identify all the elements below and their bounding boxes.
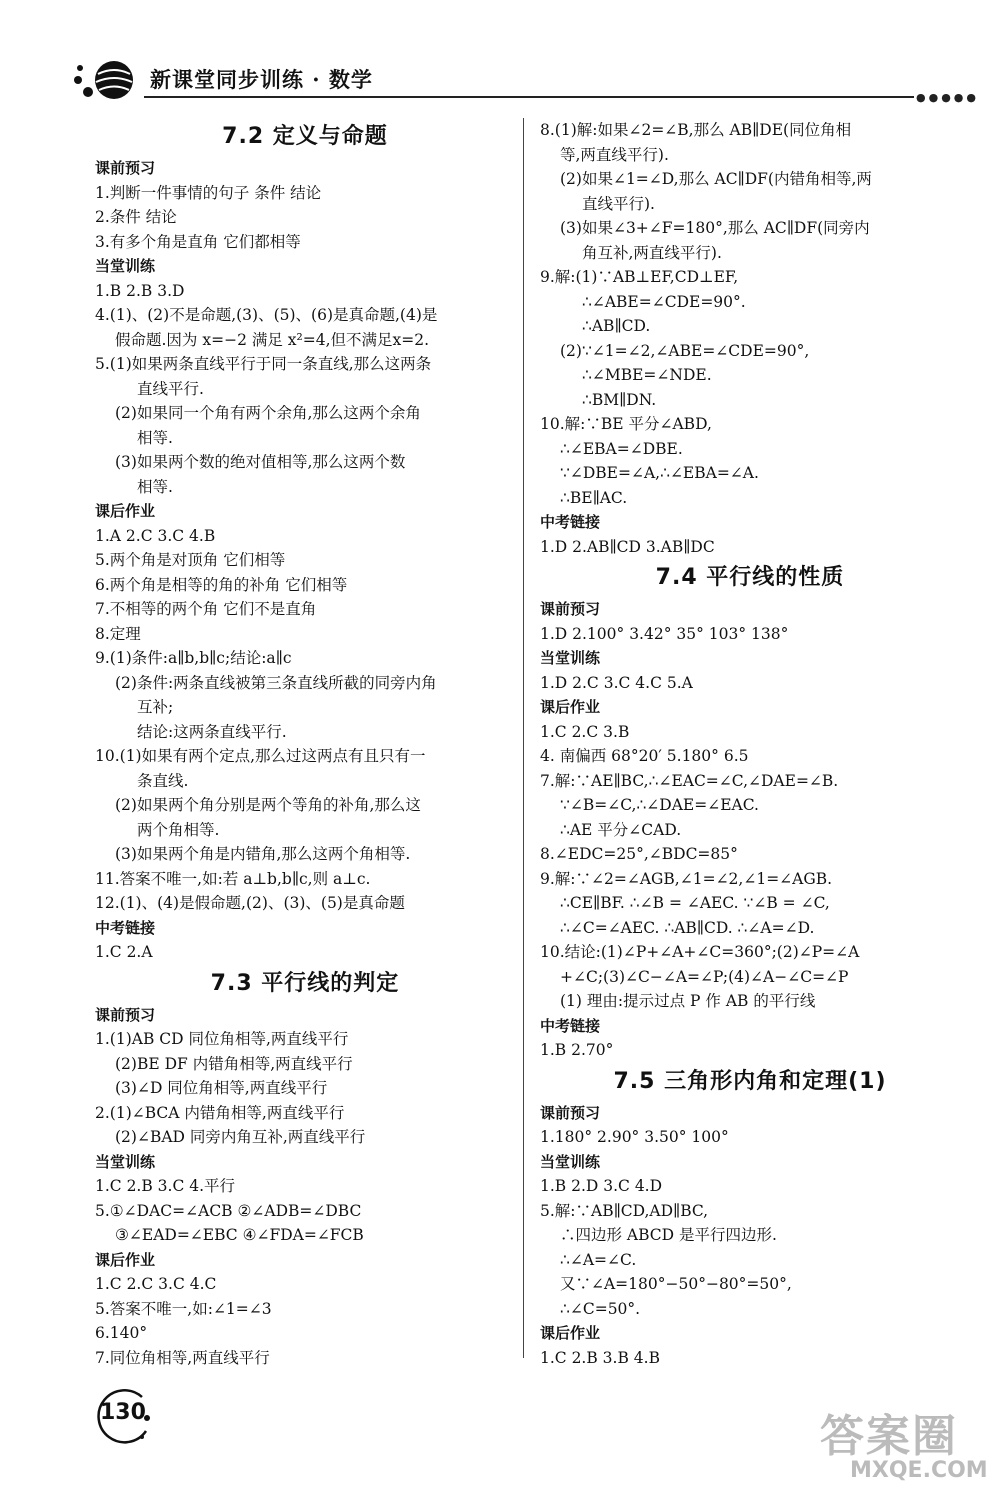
answer-line: 条直线.	[137, 771, 189, 790]
answer-line: 1.180° 2.90° 3.50° 100°	[540, 1128, 729, 1146]
answer-line: 5.(1)如果两条直线平行于同一条直线,那么这两条	[95, 355, 432, 373]
answer-line: ∴∠EBA=∠DBE.	[560, 439, 683, 458]
answer-line: 10.解:∵BE 平分∠ABD,	[540, 415, 712, 433]
watermark-url: MXQE.COM	[850, 1458, 988, 1483]
answer-line: ∴BM∥DN.	[582, 390, 657, 409]
answer-line: 8.∠EDC=25°,∠BDC=85°	[540, 845, 738, 863]
answer-line: (3)如果∠3+∠F=180°,那么 AC∥DF(同旁内	[560, 219, 870, 237]
answer-line: 1.D 2.100° 3.42° 35° 103° 138°	[540, 624, 789, 643]
section-title: 7.4 平行线的性质	[655, 565, 845, 590]
answer-line: 等,两直线平行).	[560, 145, 669, 164]
answer-line: 1.D 2.C 3.C 4.C 5.A	[540, 673, 693, 692]
answer-line: ∵∠B=∠C,∴∠DAE=∠EAC.	[560, 796, 759, 814]
header-rule	[144, 96, 914, 98]
subsection-heading: 课后作业	[95, 502, 156, 520]
page-number: 130	[100, 1400, 146, 1425]
column-divider	[523, 118, 524, 1358]
answer-line: 10.(1)如果有两个定点,那么过这两点有且只有一	[95, 747, 426, 765]
answer-line: 8.定理	[95, 624, 141, 643]
answer-line: ③∠EAD=∠EBC ④∠FDA=∠FCB	[115, 1226, 364, 1244]
left-column	[95, 118, 515, 1370]
answer-line: 两个角相等.	[137, 820, 220, 839]
answer-line: ∵∠DBE=∠A,∴∠EBA=∠A.	[560, 464, 759, 482]
answer-line: ∴AE 平分∠CAD.	[560, 820, 682, 839]
subsection-heading: 中考链接	[540, 513, 601, 531]
answer-line: 1.C 2.C 3.B	[540, 722, 630, 741]
answer-line: ∴∠MBE=∠NDE.	[582, 366, 712, 384]
answer-line: ∴CE∥BF. ∴∠B = ∠AEC. ∵∠B = ∠C,	[560, 894, 830, 912]
answer-line: ∴∠A=∠C.	[560, 1250, 637, 1269]
answer-line: 直线平行).	[582, 194, 655, 213]
answer-line: 角互补,两直线平行).	[582, 243, 722, 262]
answer-line: 相等.	[137, 477, 173, 496]
subsection-heading: 当堂训练	[95, 1152, 156, 1171]
answer-line: 1.A 2.C 3.C 4.B	[95, 526, 216, 545]
answer-line: 9.解:(1)∵AB⊥EF,CD⊥EF,	[540, 268, 739, 286]
header-dots: ●●●●●	[916, 91, 979, 104]
answer-line: ∴AB∥CD.	[582, 317, 651, 335]
answer-line: (3)∠D 同位角相等,两直线平行	[115, 1079, 328, 1097]
answer-line: 5.两个角是对顶角 它们相等	[95, 551, 286, 569]
subsection-heading: 中考链接	[540, 1016, 601, 1035]
answer-line: 6.140°	[95, 1324, 148, 1342]
answer-line: 1.B 2.B 3.D	[95, 281, 185, 300]
answer-line: 7.解:∵AE∥BC,∴∠EAC=∠C,∠DAE=∠B.	[540, 771, 839, 790]
answer-line: ∴BE∥AC.	[560, 488, 628, 507]
answer-line: 5.答案不唯一,如:∠1=∠3	[95, 1299, 272, 1318]
answer-line: (2)如果两个角分别是两个等角的补角,那么这	[115, 796, 421, 814]
answer-line: 1.B 2.D 3.C 4.D	[540, 1177, 663, 1195]
answer-line: 10.结论:(1)∠P+∠A+∠C=360°;(2)∠P=∠A	[540, 943, 860, 961]
answer-line: (3)如果两个角是内错角,那么这两个角相等.	[115, 845, 411, 863]
subsection-heading: 课后作业	[540, 698, 601, 716]
answer-line: 7.同位角相等,两直线平行	[95, 1348, 270, 1367]
answer-line: 4.(1)、(2)不是命题,(3)、(5)、(6)是真命题,(4)是	[95, 306, 438, 324]
answer-line: ∴∠C=∠AEC. ∴AB∥CD. ∴∠A=∠D.	[560, 918, 815, 937]
answer-line: 5.①∠DAC=∠ACB ②∠ADB=∠DBC	[95, 1201, 362, 1220]
subsection-heading: 课前预习	[95, 159, 156, 177]
answer-line: 3.有多个角是直角 它们都相等	[95, 232, 301, 251]
answer-line: 结论:这两条直线平行.	[137, 722, 287, 741]
section-title: 7.3 平行线的判定	[210, 970, 400, 996]
answer-line: 1.C 2.B 3.C 4.平行	[95, 1177, 236, 1195]
answer-line: 1.判断一件事情的句子 条件 结论	[95, 183, 322, 202]
answer-line: 5.解:∵AB∥CD,AD∥BC,	[540, 1201, 709, 1220]
subsection-heading: 当堂训练	[95, 257, 156, 275]
watermark	[820, 1400, 990, 1495]
answer-line: 互补;	[137, 698, 174, 716]
answer-line: 1.D 2.AB∥CD 3.AB∥DC	[540, 537, 715, 556]
answer-line: 7.不相等的两个角 它们不是直角	[95, 600, 317, 618]
answer-line: +∠C;(3)∠C−∠A=∠P;(4)∠A−∠C=∠P	[560, 967, 849, 986]
answer-line: 1.C 2.A	[95, 943, 153, 961]
answer-line: 9.解:∵∠2=∠AGB,∠1=∠2,∠1=∠AGB.	[540, 869, 833, 888]
answer-line: 9.(1)条件:a∥b,b∥c;结论:a∥c	[95, 649, 292, 667]
page-number-badge	[94, 1387, 152, 1445]
answer-line: 1.C 2.B 3.B 4.B	[540, 1348, 660, 1367]
subsection-heading: 课前预习	[540, 1103, 601, 1122]
subsection-heading: 课前预习	[540, 600, 601, 618]
answer-line: 11.答案不唯一,如:若 a⊥b,b∥c,则 a⊥c.	[95, 869, 371, 888]
answer-line: ∴∠ABE=∠CDE=90°.	[582, 292, 746, 311]
answer-line: 4. 南偏西 68°20′ 5.180° 6.5	[540, 747, 749, 765]
answer-line: 8.(1)解:如果∠2=∠B,那么 AB∥DE(同位角相	[540, 121, 852, 139]
subsection-heading: 中考链接	[95, 918, 156, 937]
answer-line: (2)∵∠1=∠2,∠ABE=∠CDE=90°,	[560, 341, 810, 360]
answer-line: (3)如果两个数的绝对值相等,那么这两个数	[115, 453, 406, 471]
subsection-heading: 课后作业	[95, 1250, 156, 1269]
subsection-heading: 当堂训练	[540, 649, 601, 667]
right-column	[540, 118, 960, 1370]
answer-line: ∴四边形 ABCD 是平行四边形.	[560, 1226, 777, 1244]
section-title: 7.2 定义与命题	[222, 124, 388, 149]
book-title: 新课堂同步训练 · 数学	[150, 67, 373, 92]
answer-line: (2)如果∠1=∠D,那么 AC∥DF(内错角相等,两	[560, 170, 872, 188]
watermark-text: 答案圈	[820, 1411, 958, 1462]
subsection-heading: 课前预习	[95, 1005, 156, 1024]
subsection-heading: 当堂训练	[540, 1152, 601, 1171]
ball-logo-icon	[72, 58, 142, 102]
answer-line: (2)条件:两条直线被第三条直线所截的同旁内角	[115, 673, 437, 692]
answer-line: (2)BE DF 内错角相等,两直线平行	[115, 1054, 353, 1073]
answer-line: 12.(1)、(4)是假命题,(2)、(3)、(5)是真命题	[95, 894, 405, 912]
answer-line: (2)∠BAD 同旁内角互补,两直线平行	[115, 1128, 366, 1146]
answer-line: 1.(1)AB CD 同位角相等,两直线平行	[95, 1030, 349, 1048]
answer-line: 2.(1)∠BCA 内错角相等,两直线平行	[95, 1103, 345, 1122]
answer-line: 相等.	[137, 428, 173, 447]
answer-line: 假命题.因为 x=−2 满足 x²=4,但不满足x=2.	[115, 330, 430, 349]
answer-line: 6.两个角是相等的角的补角 它们相等	[95, 575, 348, 594]
answer-line: 1.B 2.70°	[540, 1041, 614, 1059]
subsection-heading: 课后作业	[540, 1324, 601, 1342]
answer-line: 又∵∠A=180°−50°−80°=50°,	[560, 1275, 792, 1293]
answer-line: 2.条件 结论	[95, 208, 177, 226]
answer-line: ∴∠C=50°.	[560, 1299, 641, 1318]
answer-line: 1.C 2.C 3.C 4.C	[95, 1275, 217, 1293]
answer-line: (1) 理由:提示过点 P 作 AB 的平行线	[560, 992, 816, 1010]
section-title: 7.5 三角形内角和定理(1)	[613, 1068, 887, 1094]
answer-line: 直线平行.	[137, 379, 204, 398]
answer-line: (2)如果同一个角有两个余角,那么这两个余角	[115, 404, 421, 422]
